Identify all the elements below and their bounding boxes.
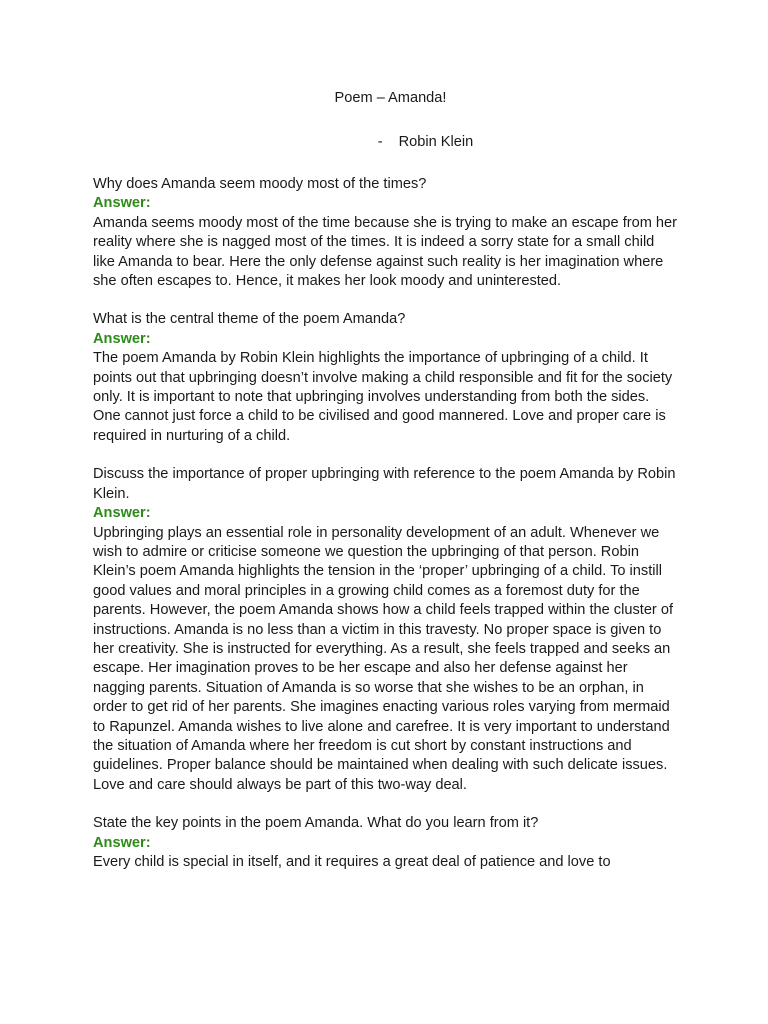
answer-text: Upbringing plays an essential role in personality development of an adult. Whenever we wish to admire or criticise someone we question the upbringing of that person. Robin Klein’s poem Amanda highlights the tension in the ‘proper’ upbringing of a child. To instill good values and moral principles in a growing child comes as a foremost duty for the parents. However, the poem Amanda shows how a child feels trapped within the cluster of instructions. Amanda is no less than a victim in this travesty. No proper space is given to her creativity. She is instructed for everything. As a result, she feels trapped and seeks an escape. Her imagination proves to be her escape and also her defense against her nagging parents. Situation of Amanda is so worse that she wishes to be an orphan, in order to get rid of her parents. She imagines enacting various roles varying from mermaid to Rapunzel. Amanda wishes to live alone and carefree. It is very important to understand the situation of Amanda where her freedom is cut short by constant instructions and guidelines. Proper balance should be maintained when dealing with such delicate issues. Love and care should always be part of this two-way deal.: [93, 524, 674, 793]
answer-label: Answer:: [93, 505, 151, 522]
answer-text: Amanda seems moody most of the time because she is trying to make an escape from her reality where she is nagged most of the times. It is indeed a sorry state for a small child like Amanda to bear. Here the only defense against such reality is her imagination where she often escapes to. Hence, it makes her look moody and uninterested.: [93, 214, 678, 290]
qa-block: [93, 175, 678, 291]
answer-text: Every child is special in itself, and it requires a great deal of patience and love to: [93, 854, 611, 870]
author-dash: -: [377, 134, 383, 150]
author-name: Robin Klein: [398, 134, 474, 150]
answer-label: Answer:: [93, 834, 151, 851]
qa-block: [93, 465, 678, 795]
question-text: What is the central theme of the poem Amanda?: [93, 311, 406, 328]
question-text: State the key points in the poem Amanda. What do you learn from it?: [93, 815, 539, 832]
question-text: Discuss the importance of proper upbringing with reference to the poem Amanda by Robin Klein.: [93, 466, 676, 502]
document-title: Poem – Amanda!: [334, 90, 447, 106]
answer-label: Answer:: [93, 330, 151, 347]
qa-block: [93, 814, 678, 872]
qa-block: [93, 310, 678, 446]
question-text: Why does Amanda seem moody most of the times?: [93, 176, 427, 192]
answer-label: Answer:: [93, 195, 151, 212]
answer-text: The poem Amanda by Robin Klein highlights the importance of upbringing of a child. It points out that upbringing doesn’t involve making a child responsible and fit for the society only. It is important to note that upbringing involves understanding from both the sides. One cannot just force a child to be civilised and good mannered. Love and proper care is required in nurturing of a child.: [93, 350, 673, 444]
author-line: [173, 132, 678, 152]
